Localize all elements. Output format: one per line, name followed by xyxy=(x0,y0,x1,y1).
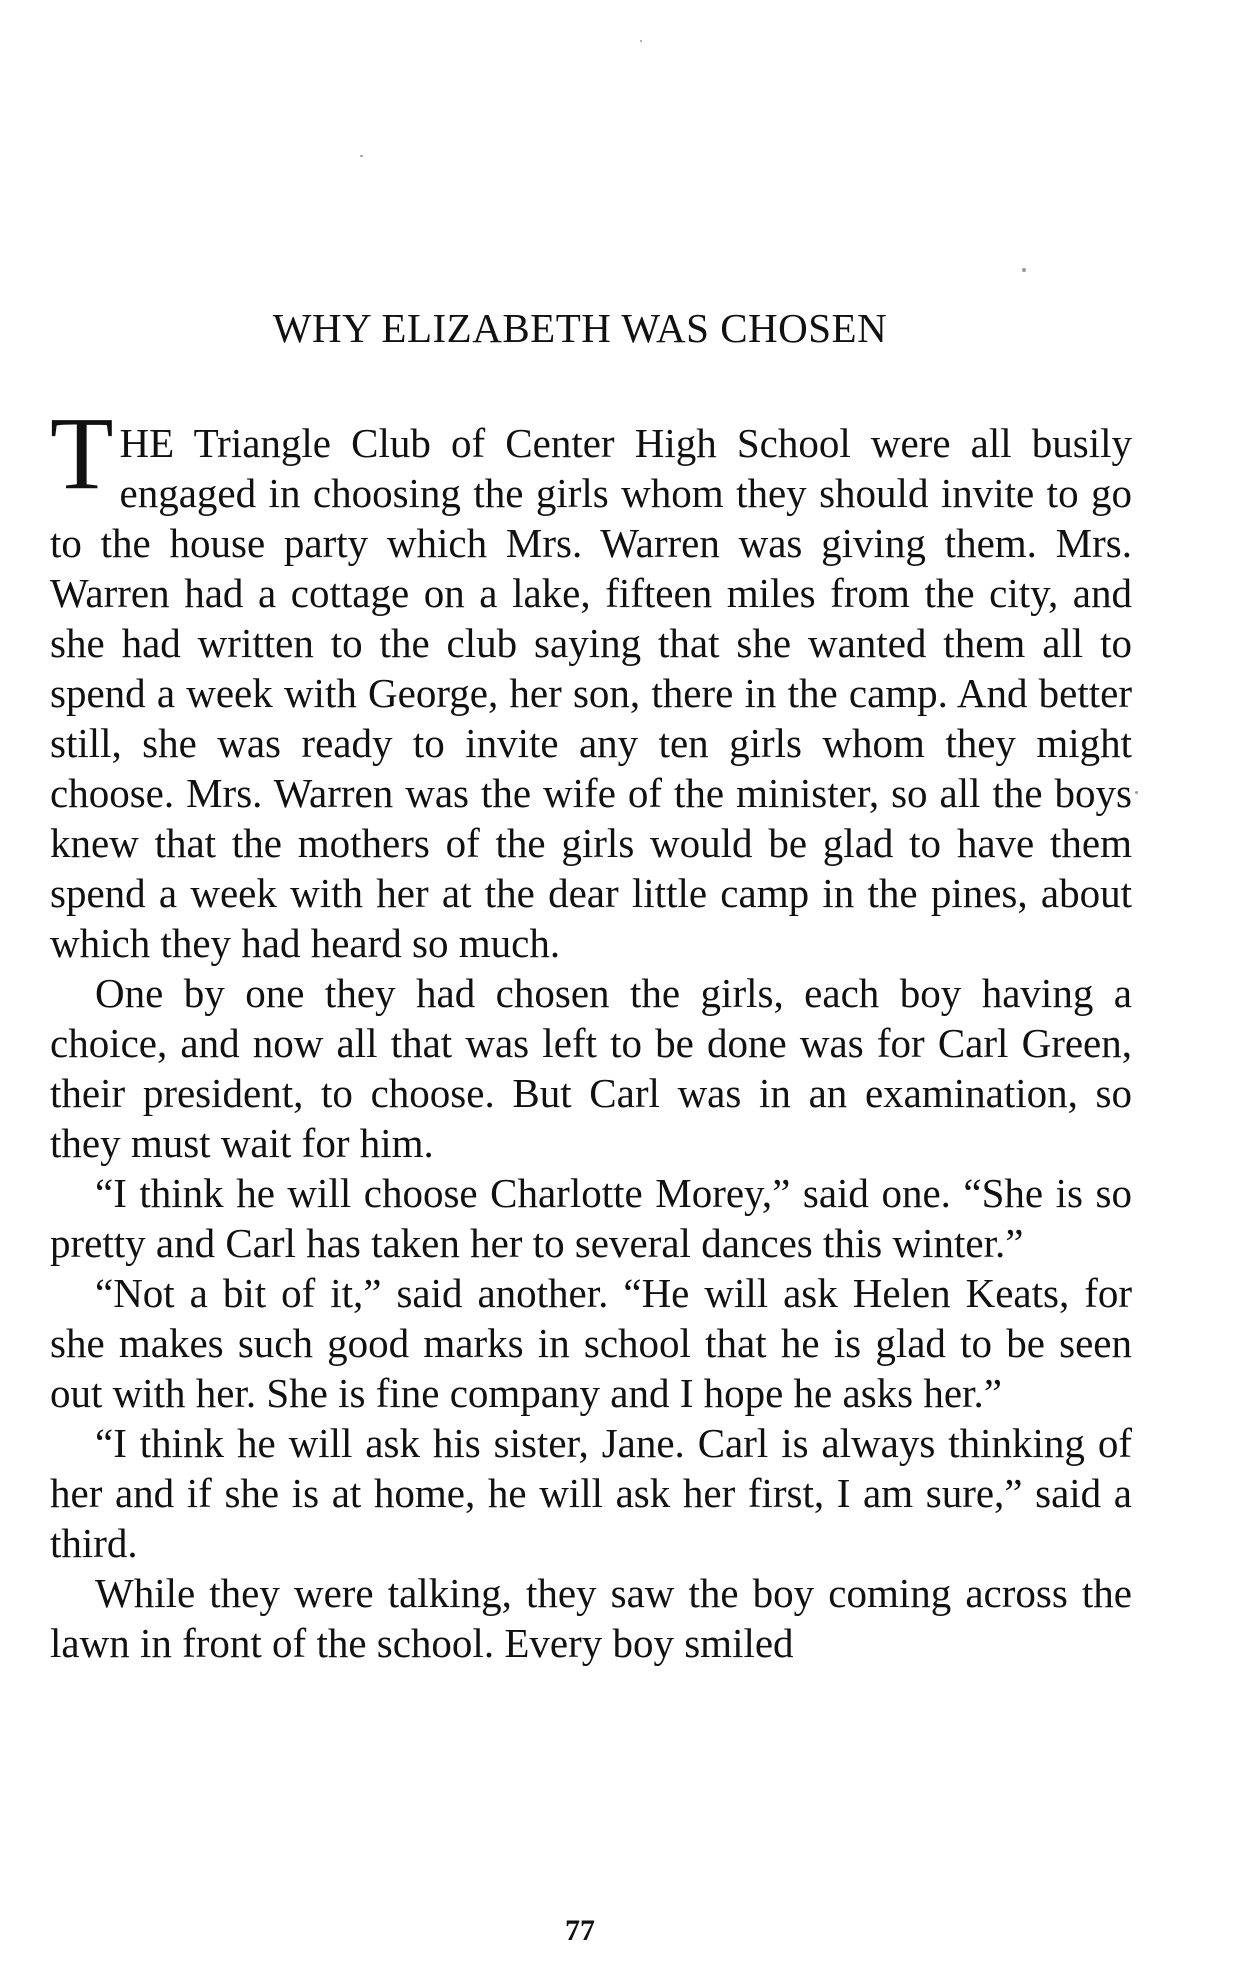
page-number: 77 xyxy=(565,1914,595,1947)
drop-cap: T xyxy=(50,396,114,511)
paragraph: “Not a bit of it,” said another. “He will ask Helen Keats, for she makes such good marks in school that he is glad to be seen out with her. She is fine company and I hope he asks her.” xyxy=(50,1270,1132,1416)
paragraph: One by one they had chosen the girls, each boy having a choice, and now all that was left to be done was for Carl Green, their president, to choose. But Carl was in an examination, so they must wait for him. xyxy=(50,970,1132,1166)
paragraph: “I think he will ask his sister, Jane. Carl is always thinking of her and if she is at home, he will ask her first, I am sure,” said a third. xyxy=(50,1420,1132,1566)
paragraph: “I think he will choose Charlotte Morey,” said one. “She is so pretty and Carl has taken her to several dances this winter.” xyxy=(50,1170,1132,1266)
paragraph-text: HE Triangle Club of Center High School were all busily engaged in choosing the girls whom they should invite to go to the house party which Mrs. Warren was giving them. Mrs. Warren had a cottage on a lake, fifteen miles from the city, and she had written to the club saying that she wanted them all to spend a week with George, her son, there in the camp. And better still, she was ready to invite any ten girls whom they might choose. Mrs. Warren was the wife of the minister, so all the boys knew that the mothers of the girls would be glad to have them spend a week with her at the dear little camp in the pines, about which they had heard so much. xyxy=(50,420,1132,966)
paper-speck xyxy=(360,155,363,157)
paper-speck xyxy=(1022,268,1026,272)
paper-speck xyxy=(1135,791,1138,794)
paper-speck xyxy=(640,40,642,42)
chapter-title: WHY ELIZABETH WAS CHOSEN xyxy=(272,305,888,351)
paragraph: While they were talking, they saw the boy coming across the lawn in front of the school. Every boy smiled xyxy=(50,1570,1132,1666)
body-text xyxy=(50,396,1132,1668)
paragraph xyxy=(50,396,1132,968)
